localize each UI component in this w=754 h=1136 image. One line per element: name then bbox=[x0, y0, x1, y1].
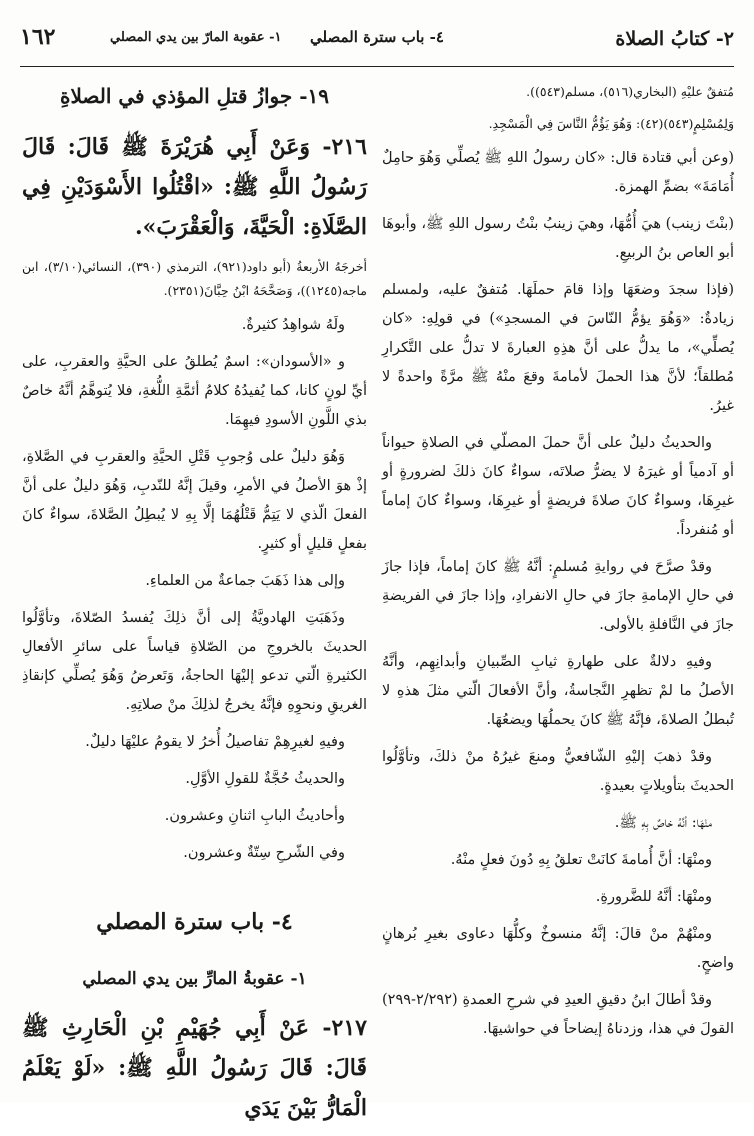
paragraph: وقدْ أطالَ ابنُ دقيقِ العيدِ في شرحِ العمدةِ (٢/٢٩٢-٢٩٩) القولَ في هذا، وزدناهُ إيضاحاً في حواشيهَا. bbox=[382, 992, 734, 1037]
chapter-running-title: ٤- باب سترة المصلي bbox=[310, 28, 444, 46]
paragraph: ولَهُ شواهِدُ كثيرةٌ. bbox=[241, 317, 345, 333]
chapter-book-heading: ٤- باب سترة المصلي bbox=[96, 909, 293, 935]
paragraph: وفيهِ دلالةٌ على طهارةِ ثيابِ الصِّبيانِ وأبدانِهِم، وأنَّهُ الأصلُ ما لمْ تظهرِ النَّجاسةُ، وأنَّ الأفعالَ الّتي مثلَ هذهِ لا تُبطلُ الصلاةَ، فإنَّهُ ﷺ كانَ يحملُهَا ويضعُهَا. bbox=[382, 654, 734, 728]
book-section-title: ٢- كتابُ الصلاة bbox=[615, 28, 734, 50]
paragraph: مُتفقٌ عليْهِ (البخاري(٥١٦)، مسلم(٥٤٣)). bbox=[526, 84, 734, 99]
chapter-heading: ١٩- جوازُ قتلِ المؤذي في الصلاةِ bbox=[60, 84, 329, 108]
page-header bbox=[20, 20, 734, 67]
subsection-heading: ١- عقوبةُ المارِّ بين يدي المصلي bbox=[82, 969, 307, 989]
paragraph: وذَهَبَتِ الهادويَّةُ إلى أنَّ ذلِكَ يُفسدُ الصّلاةَ، وتأوَّلُوا الحديثَ بالخروجِ من الصّلاةِ قياساً على سائرِ الأفعالِ الكثيرةِ الّتي تدعو إليْهَا الحاجةُ، وَتَعرضُ وَهُوَ يُصلِّي كإنقاذِ الغريقِ ونحوِهِ فإنَّهُ يخرجُ لذلِكَ منْ صلاتِهِ. bbox=[22, 610, 367, 713]
paragraph: وفيهِ لغيرِهِمْ تفاصيلُ أُخرُ لا يقومُ عليْهَا دليلٌ. bbox=[85, 734, 345, 750]
paragraph: و «الأسودان»: اسمٌ يُطلقُ على الحيَّةِ والعقربِ، على أيِّ لونٍ كانا، كما يُفيدُهُ كلامُ أئمَّةِ اللُّغةِ، فلا يُتوهَّمُ أنَّهُ خاصٌ بذي اللَّونِ الأسودِ فيهِمَا. bbox=[22, 354, 367, 428]
paragraph: وقدْ صرَّحَ في روايةِ مُسلمٍ: أنَّهُ ﷺ كانَ إماماً، فإذا جازَ في حالِ الإمامةِ جازَ في حالِ الانفرادِ، وإذا جازَ في الفريضةِ جازَ في النَّافلةِ بالأولى. bbox=[382, 559, 734, 633]
hadith-text: ٢١٦- وَعَنْ أَبِي هُرَيْرَةَ ﷺ قَالَ: قَالَ رَسُولُ اللَّهِ ﷺ: «اقْتُلُوا الأَسْوَدَيْنِ فِي الصَّلَاةِ: الْحَيَّةَ، وَالْعَقْرَبَ». bbox=[22, 134, 367, 240]
paragraph: والحديثُ حُجَّةٌ للقولِ الأوَّلِ. bbox=[185, 771, 345, 787]
paragraph: (بنْتَ زينب) هيَ أُمُّهَا، وهيَ زينبُ بنْتُ رسول اللهِ ﷺ، وأبوهَا أبو العاص بنُ الربيعِ. bbox=[382, 216, 734, 261]
paragraph: ومنْهُمْ منْ قالَ: إنَّهُ منسوخٌ وكلُّهَا دعاوى بغيرِ بُرهانٍ واضحٍ. bbox=[382, 926, 734, 971]
paragraph: والحديثُ دليلٌ على أنَّ حملَ المصلّي في الصلاةِ حيواناً أو آدمياً أو غيرَهُ لا يضرُّ صلاتَه، سواءٌ كانَ ذلكَ لضرورةٍ أو غيرِهَا، وسواءٌ كانَ صلاةَ فريضةٍ أو غيرِهَا، وسواءٌ كانَ إماماً أو مُنفرداً. bbox=[382, 435, 734, 538]
left-column bbox=[22, 80, 367, 1136]
hadith-text: ٢١٧- عَنْ أَبِي جُهَيْمِ بْنِ الْحَارِثِ ﷺ قَالَ: قَالَ رَسُولُ اللَّهِ ﷺ: «لَوْ يَعْلَمُ الْمَارُّ بَيْنَ يَدَي bbox=[22, 1015, 367, 1121]
paragraph: وقدْ ذهبَ إليْهِ الشّافعيُّ ومنعَ غيرُهُ منْ ذلكَ، وتأوَّلُوا الحديثَ بتأويلاتٍ بعيدةٍ. bbox=[382, 749, 734, 794]
subsection-running-title: ١- عقوبة المارّ بين يدي المصلي bbox=[110, 30, 282, 45]
paragraph: وإلى هذا ذَهَبَ جماعةٌ من العلماءِ. bbox=[145, 573, 345, 589]
paragraph: وفي الشّرحِ سِتّةٌ وعشرون. bbox=[183, 845, 345, 861]
paragraph: ومنْهَا: أنَّ أُمامةَ كانَتْ تعلقُ بِهِ دُونَ فعلٍ منْهُ. bbox=[450, 852, 712, 868]
right-column bbox=[382, 80, 734, 1052]
paragraph: وَلِمُسْلِمٍ(٥٤٣)(٤٢): وَهُوَ يَؤُمُّ النَّاسَ فِي الْمَسْجِدِ. bbox=[488, 116, 734, 131]
paragraph: وَهُوَ دليلٌ على وُجوبِ قَتْلِ الحيَّةِ والعقربِ في الصَّلاةِ، إذْ هوَ الأصلُ في الأمرِ، وقيلَ إنَّهُ للنّدبِ، وَهُوَ دليلٌ على أنَّ الفعلَ الّذي لا يَتِمُّ قَتْلُهُمَا إلَّا بِهِ لا يُبطِلُ الصَّلاةَ، سواءٌ كانَ بفعلٍ قليلٍ أو كثيرٍ. bbox=[22, 449, 367, 552]
paragraph: وأحاديثُ البابِ اثنانِ وعشرون. bbox=[164, 808, 345, 824]
paragraph: ومنْهَا: أنَّهُ للضَّرورةِ. bbox=[595, 889, 712, 905]
paragraph: (وعن أبي قتادة قال: «كان رسولُ اللهِ ﷺ يُصلِّي وَهُوَ حامِلٌ أُمَامَةَ» بضمِّ الهمزة. bbox=[382, 150, 734, 195]
hadith-takhrij: أخرجَهُ الأربعةُ (أبو داود(٩٢١)، الترمذي (٣٩٠)، النسائي(٣/١٠)، ابن ماجه(١٢٤٥))، وَصَحَّحَهُ ابْنُ حِبَّانَ(٢٣٥١). bbox=[22, 259, 367, 298]
paragraph: (فإذا سجدَ وضعَهَا وإذا قامَ حملَهَا. مُتفقٌ عليه، ولمسلم زيادةٌ: «وَهُوَ يؤمُّ النّاسَ في المسجدِ») في قولِهِ: «كان يُصلِّي»، ما يدلُّ على أنَّ هذِهِ العبارةَ لا تدلُّ على التَّكرارِ مُطلقاً؛ لأنَّ هذا الحملَ لأمامةَ وقعَ منْهُ ﷺ مرَّةً واحدةً لا غيرُ. bbox=[382, 282, 734, 414]
page-number: ١٦٢ bbox=[20, 24, 56, 50]
paragraph: منْهَا: أنَّهُ خاصٌ بِهِ ﷺ. bbox=[614, 815, 712, 831]
